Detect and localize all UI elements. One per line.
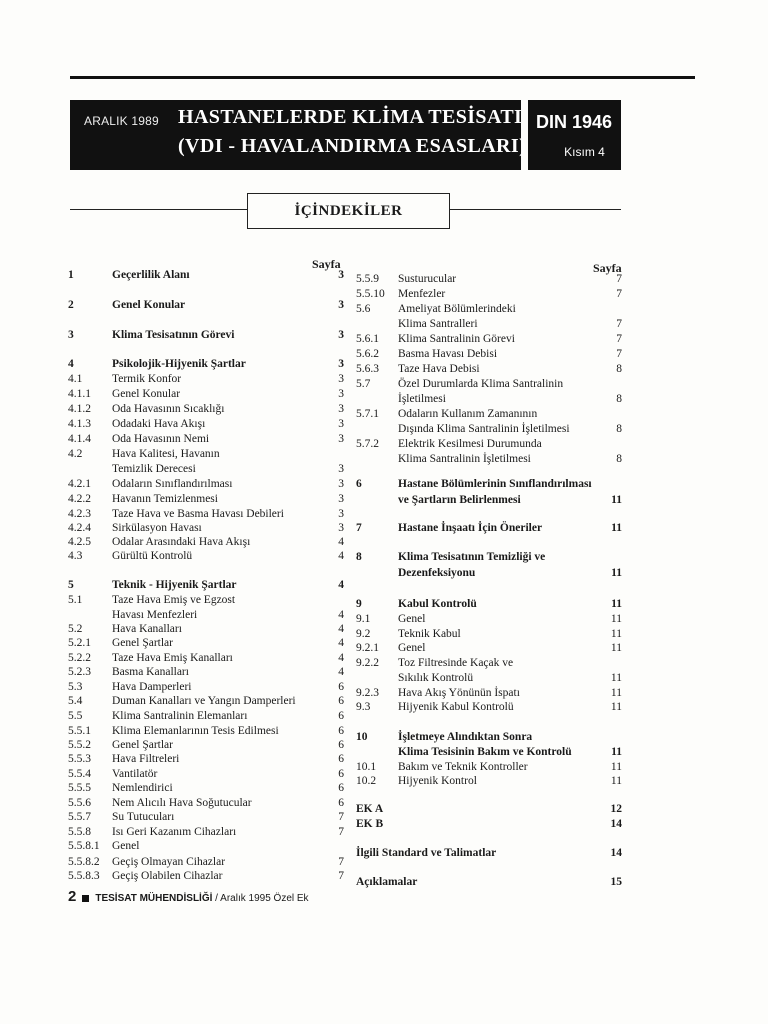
toc-entry-page: 11 [610,701,622,713]
toc-entry-number: 10.2 [356,775,377,787]
toc-entry-page: 7 [616,348,622,360]
toc-entry-page: 3 [338,299,344,311]
toc-entry-title: Dezenfeksiyonu [398,567,476,579]
toc-entry-title: Hijyenik Kontrol [398,775,477,787]
toc-entry-title: Susturucular [398,273,457,285]
toc-entry-number: 5.6.1 [356,333,379,345]
toc-entry-title: Sirkülasyon Havası [112,522,202,534]
toc-entry-number: EK B [356,818,384,830]
toc-entry-title: Klima Tesisatının Görevi [112,329,235,341]
toc-entry-number: 10.1 [356,761,377,773]
toc-entry-title: Klima Elemanlarının Tesis Edilmesi [112,725,279,737]
toc-entry-title: Sıkılık Kontrolü [398,672,474,684]
standard-date: ARALIK 1989 [84,114,159,128]
toc-entry-number: 5.7.1 [356,408,379,420]
toc-entry-page: 11 [610,672,622,684]
toc-entry-number: 9.3 [356,701,371,713]
toc-entry-title: Isı Geri Kazanım Cihazları [112,826,237,838]
toc-entry-page: 7 [338,870,344,882]
toc-entry-title: Genel [398,642,426,654]
toc-entry-page: 4 [338,637,344,649]
toc-entry-title: Odaların Sınıflandırılması [112,478,233,490]
toc-entry-number: 4.2.2 [68,493,91,505]
toc-entry-title: Elektrik Kesilmesi Durumunda [398,438,542,450]
toc-entry-title: Basma Havası Debisi [398,348,498,360]
toc-entry-number: 5.5.2 [68,739,91,751]
toc-entry-number: 5.2.1 [68,637,91,649]
toc-entry-page: 4 [338,609,344,621]
standard-part: Kısım 4 [564,145,605,159]
toc-entry-page: 8 [616,453,622,465]
toc-entry-number: 5.2 [68,623,83,635]
toc-entry-page: 3 [338,463,344,475]
toc-entry-page: 14 [610,818,622,830]
toc-entry-title: Taze Hava ve Basma Havası Debileri [112,508,284,520]
toc-entry-page: 15 [610,876,622,888]
footer-issue: / Aralık 1995 Özel Ek [212,893,309,904]
standard-badge [528,100,621,170]
toc-entry-page: 11 [611,567,622,579]
toc-entry-number: 5.5.7 [68,811,91,823]
toc-entry-number: 4.1.2 [68,403,91,415]
toc-entry-title: Dışında Klima Santralinin İşletilmesi [398,423,570,435]
toc-entry-title: Taze Hava Emiş ve Egzost [112,594,236,606]
toc-entry-title: Klima Tesisatının Temizliği ve [398,551,546,563]
toc-entry-title: Geçiş Olabilen Cihazlar [112,870,223,882]
toc-entry-title: Özel Durumlarda Klima Santralinin [398,378,564,390]
toc-entry-title: Bakım ve Teknik Kontroller [398,761,528,773]
toc-entry-title: Hava Akış Yönünün İspatı [398,687,520,699]
toc-entry-title: Duman Kanalları ve Yangın Damperleri [112,695,296,707]
toc-entry-title: Psikolojik-Hijyenik Şartlar [112,358,246,370]
toc-entry-page: 4 [338,579,344,591]
toc-entry-title: Hava Filtreleri [112,753,180,765]
toc-entry-title: Hastane İnşaatı İçin Öneriler [398,522,543,534]
top-rule [70,76,695,79]
toc-entry-title: Genel Şartlar [112,739,173,751]
toc-entry-page: 7 [616,273,622,285]
toc-entry-title: Taze Hava Emiş Kanalları [112,652,233,664]
toc-entry-page: 8 [616,393,622,405]
toc-entry-page: 8 [616,423,622,435]
toc-entry-title: Odalar Arasındaki Hava Akışı [112,536,251,548]
toc-entry-title: Vantilatör [112,768,158,780]
toc-entry-number: 9.2.1 [356,642,379,654]
toc-entry-number: EK A [356,803,384,815]
toc-entry-title: Genel [398,613,426,625]
toc-entry-title: Kabul Kontrolü [398,598,477,610]
toc-entry-title: Ameliyat Bölümlerindeki [398,303,516,315]
toc-entry-page: 6 [338,753,344,765]
toc-entry-title: Klima Tesisinin Bakım ve Kontrolü [398,746,572,758]
toc-entry-page: 11 [610,775,622,787]
toc-entry-number: 5.2.2 [68,652,91,664]
title-banner [70,100,527,170]
toc-entry-page: 7 [338,826,344,838]
toc-rule-right [450,209,621,210]
toc-entry-page: 6 [338,739,344,751]
toc-entry-number: 9 [356,598,362,610]
toc-entry-number: 5.5.8.1 [68,840,100,852]
toc-entry-page: 7 [338,856,344,868]
toc-entry-page: 6 [338,710,344,722]
toc-entry-title: Genel Konular [112,388,181,400]
toc-entry-title: Klima Santralinin İşletilmesi [398,453,531,465]
toc-entry-page: 3 [338,418,344,430]
toc-entry-number: 7 [356,522,362,534]
toc-entry-number: 5.5.9 [356,273,379,285]
toc-entry-title: Havası Menfezleri [112,609,198,621]
toc-entry-title: Odaların Kullanım Zamanının [398,408,538,420]
document-title-line1: HASTANELERDE KLİMA TESİSATI [178,106,523,128]
toc-entry-page: 6 [338,797,344,809]
toc-entry-page: 3 [338,403,344,415]
toc-entry-number: 4.2.4 [68,522,91,534]
toc-entry-number: 8 [356,551,362,563]
toc-entry-number: 5.5.1 [68,725,91,737]
toc-entry-title: Toz Filtresinde Kaçak ve [398,657,514,669]
toc-entry-number: 5.6 [356,303,371,315]
toc-entry-title: Genel Konular [112,299,186,311]
toc-entry-title: Hava Kalitesi, Havanın [112,448,220,460]
toc-entry-title: Hava Kanalları [112,623,182,635]
toc-entry-number: 5.7.2 [356,438,379,450]
toc-entry-title: Havanın Temizlenmesi [112,493,218,505]
toc-entry-number: 5.5.8 [68,826,91,838]
toc-entry-number: 5.5.8.3 [68,870,100,882]
toc-entry-page: 11 [611,522,622,534]
toc-heading: İÇİNDEKİLER [247,193,450,229]
toc-entry-title: Gürültü Kontrolü [112,550,193,562]
toc-entry-page: 3 [338,269,344,281]
toc-entry-number: 4.1.1 [68,388,91,400]
toc-entry-page: 8 [616,363,622,375]
toc-entry-number: 5.5.8.2 [68,856,100,868]
toc-entry-number: 5.7 [356,378,371,390]
toc-entry-page: 7 [616,318,622,330]
toc-entry-page: 11 [610,628,622,640]
toc-entry-title: Teknik Kabul [398,628,461,640]
toc-entry-page: 3 [338,373,344,385]
toc-entry-number: 9.1 [356,613,371,625]
toc-entry-page: 11 [611,598,622,610]
toc-entry-title: Taze Hava Debisi [398,363,480,375]
toc-entry-title: Oda Havasının Nemi [112,433,210,445]
toc-entry-title: Hijyenik Kabul Kontrolü [398,701,514,713]
toc-entry-page: 7 [616,333,622,345]
toc-entry-title: Klima Santralinin Elemanları [112,710,248,722]
toc-entry-page: 3 [338,478,344,490]
toc-entry-number: 5.6.2 [356,348,379,360]
toc-entry-number: 4.3 [68,550,83,562]
toc-entry-title: Menfezler [398,288,446,300]
toc-entry-title: Oda Havasının Sıcaklığı [112,403,225,415]
toc-entry-number: 5.5.6 [68,797,91,809]
toc-entry-page: 11 [611,494,622,506]
toc-entry-title: Nemlendirici [112,782,173,794]
toc-rule-left [70,209,248,210]
toc-entry-page: 3 [338,329,344,341]
toc-entry-page: 4 [338,623,344,635]
toc-entry-number: 9.2.3 [356,687,379,699]
toc-entry-title: Geçiş Olmayan Cihazlar [112,856,226,868]
toc-entry-title: Hava Damperleri [112,681,192,693]
toc-entry-number: 4 [68,358,74,370]
toc-entry-page: 6 [338,768,344,780]
toc-entry-title: ve Şartların Belirlenmesi [398,494,521,506]
toc-entry-page: 14 [610,847,622,859]
toc-entry-title: İşletilmesi [398,393,446,405]
toc-entry-number: 9.2.2 [356,657,379,669]
toc-entry-title: Termik Konfor [112,373,182,385]
toc-entry-page: 3 [338,388,344,400]
toc-entry-number: 10 [356,731,368,743]
toc-entry-title: Basma Kanalları [112,666,189,678]
toc-entry-title: Genel [112,840,140,852]
toc-entry-number: 2 [68,299,74,311]
toc-entry-title: Temizlik Derecesi [112,463,196,475]
toc-entry-title: Klima Santralleri [398,318,478,330]
square-bullet-icon [82,895,89,902]
toc-entry-page: 4 [338,666,344,678]
toc-entry-page: 11 [610,687,622,699]
toc-entry-page: 3 [338,493,344,505]
toc-entry-title: İşletmeye Alındıktan Sonra [398,731,533,743]
page-column-label-right: Sayfa [593,261,622,275]
toc-entry-number: 5.5 [68,710,83,722]
toc-entry-number: 5.1 [68,594,83,606]
toc-entry-title: Hastane Bölümlerinin Sınıflandırılması [398,478,592,490]
toc-entry-number: 5.5.3 [68,753,91,765]
toc-entry-page: 3 [338,522,344,534]
page-column-label-left: Sayfa [312,257,341,271]
toc-entry-title: Geçerlilik Alanı [112,269,190,281]
toc-entry-number: 9.2 [356,628,371,640]
document-title-line2: (VDI - HAVALANDIRMA ESASLARI) [178,135,527,157]
toc-entry-number: 5.5.4 [68,768,91,780]
toc-entry-number: 5.6.3 [356,363,379,375]
toc-entry-number: 3 [68,329,74,341]
toc-entry-title: Odadaki Hava Akışı [112,418,206,430]
toc-entry-page: 4 [338,652,344,664]
toc-entry-page: 11 [610,761,622,773]
toc-entry-number: 4.1.4 [68,433,91,445]
toc-entry-page: 6 [338,782,344,794]
toc-entry-number: 4.2.1 [68,478,91,490]
toc-entry-page: 11 [611,746,622,758]
toc-entry-number: 5.3 [68,681,83,693]
toc-entry-number: 4.1 [68,373,83,385]
toc-entry-title: Klima Santralinin Görevi [398,333,515,345]
toc-entry-page: 12 [610,803,622,815]
toc-entry-number: 5 [68,579,74,591]
toc-entry-number: 5.5.10 [356,288,385,300]
toc-entry-number: 5.2.3 [68,666,91,678]
toc-entry-title: Genel Şartlar [112,637,173,649]
toc-entry-page: 7 [338,811,344,823]
toc-entry-page: 3 [338,508,344,520]
toc-entry-page: 3 [338,358,344,370]
toc-entry-number: 5.5.5 [68,782,91,794]
toc-entry-number: 4.2 [68,448,83,460]
toc-entry-page: 6 [338,681,344,693]
toc-entry-number: 4.2.3 [68,508,91,520]
toc-entry-page: 4 [338,550,344,562]
toc-entry-title: Teknik - Hijyenik Şartlar [112,579,237,591]
toc-entry-number: İlgili Standard ve Talimatlar [356,847,497,859]
footer-magazine: TESİSAT MÜHENDİSLİĞİ [95,893,213,904]
toc-entry-number: 4.1.3 [68,418,91,430]
toc-entry-page: 7 [616,288,622,300]
toc-entry-page: 6 [338,695,344,707]
toc-entry-title: Nem Alıcılı Hava Soğutucular [112,797,252,809]
toc-entry-page: 4 [338,536,344,548]
page-footer [68,888,309,905]
toc-entry-page: 6 [338,725,344,737]
toc-entry-number: 5.4 [68,695,83,707]
footer-page-number: 2 [68,888,77,905]
standard-number: DIN 1946 [536,112,613,132]
toc-entry-number: 4.2.5 [68,536,91,548]
toc-entry-page: 11 [610,642,622,654]
toc-entry-page: 3 [338,433,344,445]
toc-entry-page: 11 [610,613,622,625]
toc-entry-number: 6 [356,478,362,490]
toc-entry-number: Açıklamalar [356,876,418,888]
toc-entry-number: 1 [68,269,74,281]
toc-entry-title: Su Tutucuları [112,811,175,823]
